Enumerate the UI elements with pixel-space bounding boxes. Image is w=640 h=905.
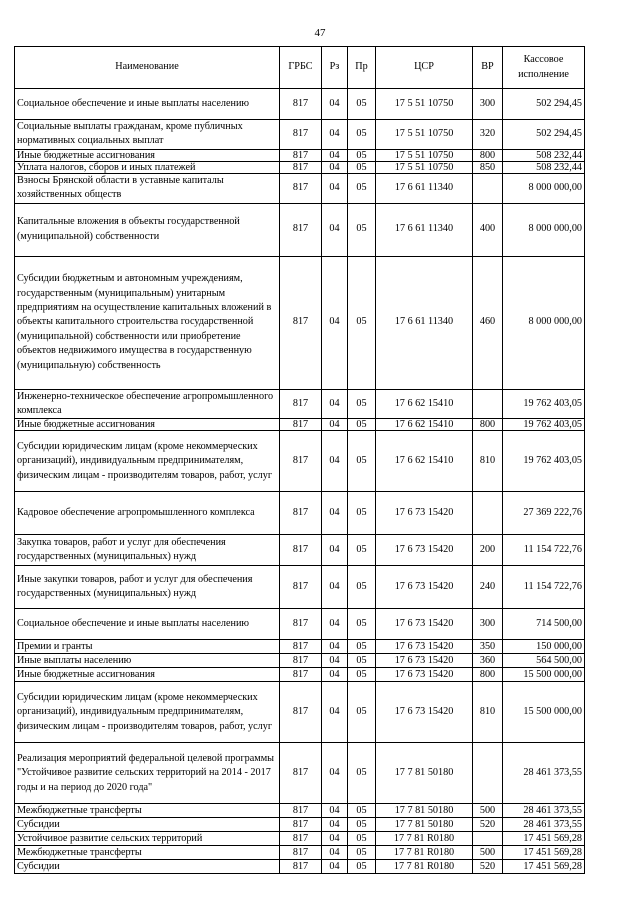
cell-name: Уплата налогов, сборов и иных платежей xyxy=(15,161,280,173)
cell-csr: 17 7 81 R0180 xyxy=(376,860,473,874)
cell-grbs: 817 xyxy=(280,832,322,846)
cell-rz: 04 xyxy=(322,149,348,161)
header-row xyxy=(15,47,585,89)
cell-rz: 04 xyxy=(322,818,348,832)
table-row xyxy=(15,120,585,150)
cell-grbs: 817 xyxy=(280,654,322,668)
cell-rz: 04 xyxy=(322,682,348,743)
cell-name: Иные бюджетные ассигнования xyxy=(15,419,280,431)
cell-rz: 04 xyxy=(322,668,348,682)
cell-rz: 04 xyxy=(322,492,348,535)
cell-amount: 17 451 569,28 xyxy=(503,860,585,874)
cell-vr xyxy=(473,389,503,419)
cell-amount: 28 461 373,55 xyxy=(503,743,585,804)
cell-pr: 05 xyxy=(348,668,376,682)
table-row xyxy=(15,161,585,173)
cell-vr: 850 xyxy=(473,161,503,173)
table-row xyxy=(15,860,585,874)
cell-rz: 04 xyxy=(322,120,348,150)
table-row xyxy=(15,743,585,804)
cell-pr: 05 xyxy=(348,640,376,654)
cell-vr: 360 xyxy=(473,654,503,668)
cell-name: Кадровое обеспечение агропромышленного комплекса xyxy=(15,492,280,535)
cell-rz: 04 xyxy=(322,161,348,173)
cell-pr: 05 xyxy=(348,149,376,161)
cell-rz: 04 xyxy=(322,846,348,860)
cell-pr: 05 xyxy=(348,818,376,832)
cell-pr: 05 xyxy=(348,120,376,150)
cell-vr: 460 xyxy=(473,256,503,389)
cell-pr: 05 xyxy=(348,566,376,609)
cell-csr: 17 6 61 11340 xyxy=(376,203,473,256)
cell-rz: 04 xyxy=(322,256,348,389)
cell-csr: 17 5 51 10750 xyxy=(376,161,473,173)
cell-csr: 17 5 51 10750 xyxy=(376,89,473,120)
cell-csr: 17 6 62 15410 xyxy=(376,419,473,431)
cell-csr: 17 7 81 50180 xyxy=(376,818,473,832)
cell-amount: 8 000 000,00 xyxy=(503,256,585,389)
cell-pr: 05 xyxy=(348,256,376,389)
cell-vr: 320 xyxy=(473,120,503,150)
cell-amount: 15 500 000,00 xyxy=(503,682,585,743)
header-rz: Рз xyxy=(322,47,348,89)
cell-rz: 04 xyxy=(322,860,348,874)
cell-name: Взносы Брянской области в уставные капиталы хозяйственных обществ xyxy=(15,173,280,203)
cell-name: Социальные выплаты гражданам, кроме публичных нормативных социальных выплат xyxy=(15,120,280,150)
table-row xyxy=(15,492,585,535)
cell-vr: 800 xyxy=(473,419,503,431)
cell-pr: 05 xyxy=(348,654,376,668)
cell-vr: 400 xyxy=(473,203,503,256)
table-row xyxy=(15,832,585,846)
cell-csr: 17 7 81 50180 xyxy=(376,804,473,818)
cell-name: Субсидии xyxy=(15,860,280,874)
cell-rz: 04 xyxy=(322,535,348,566)
cell-amount: 11 154 722,76 xyxy=(503,535,585,566)
cell-pr: 05 xyxy=(348,431,376,492)
cell-vr: 200 xyxy=(473,535,503,566)
table-row xyxy=(15,846,585,860)
cell-pr: 05 xyxy=(348,743,376,804)
cell-rz: 04 xyxy=(322,640,348,654)
cell-pr: 05 xyxy=(348,609,376,640)
cell-pr: 05 xyxy=(348,419,376,431)
cell-grbs: 817 xyxy=(280,161,322,173)
cell-grbs: 817 xyxy=(280,668,322,682)
cell-grbs: 817 xyxy=(280,203,322,256)
cell-rz: 04 xyxy=(322,832,348,846)
header-amount: Кассовое исполнение xyxy=(503,47,585,89)
cell-grbs: 817 xyxy=(280,89,322,120)
cell-name: Реализация мероприятий федеральной целевой программы "Устойчивое развитие сельских территорий на 2014 - 2017 годы и на период до 2020 года" xyxy=(15,743,280,804)
cell-amount: 714 500,00 xyxy=(503,609,585,640)
table-row xyxy=(15,149,585,161)
cell-pr: 05 xyxy=(348,161,376,173)
table-row xyxy=(15,173,585,203)
cell-name: Иные бюджетные ассигнования xyxy=(15,149,280,161)
cell-pr: 05 xyxy=(348,492,376,535)
page-number: 47 xyxy=(314,27,326,39)
cell-amount: 502 294,45 xyxy=(503,120,585,150)
table-row xyxy=(15,566,585,609)
cell-name: Социальное обеспечение и иные выплаты населению xyxy=(15,89,280,120)
cell-csr: 17 6 73 15420 xyxy=(376,492,473,535)
cell-name: Социальное обеспечение и иные выплаты населению xyxy=(15,609,280,640)
cell-grbs: 817 xyxy=(280,492,322,535)
cell-pr: 05 xyxy=(348,832,376,846)
cell-vr: 520 xyxy=(473,818,503,832)
cell-vr: 500 xyxy=(473,804,503,818)
budget-table xyxy=(14,46,585,874)
cell-rz: 04 xyxy=(322,654,348,668)
cell-grbs: 817 xyxy=(280,566,322,609)
cell-grbs: 817 xyxy=(280,256,322,389)
cell-amount: 11 154 722,76 xyxy=(503,566,585,609)
cell-csr: 17 6 73 15420 xyxy=(376,640,473,654)
table-row xyxy=(15,654,585,668)
cell-csr: 17 6 62 15410 xyxy=(376,389,473,419)
cell-csr: 17 7 81 R0180 xyxy=(376,846,473,860)
cell-amount: 19 762 403,05 xyxy=(503,431,585,492)
table-row xyxy=(15,640,585,654)
header-csr: ЦСР xyxy=(376,47,473,89)
cell-vr xyxy=(473,832,503,846)
cell-name: Премии и гранты xyxy=(15,640,280,654)
cell-rz: 04 xyxy=(322,804,348,818)
cell-name: Субсидии бюджетным и автономным учреждениям, государственным (муниципальным) унитарным предприятиям на осуществление капитальных вложений в объекты капитального строительства государственной (муниципальной) собственности или приобретение объектов недвижимого имущества в государственную (муниципальную) собственность xyxy=(15,256,280,389)
table-row xyxy=(15,535,585,566)
cell-vr: 800 xyxy=(473,149,503,161)
cell-csr: 17 6 61 11340 xyxy=(376,256,473,389)
cell-pr: 05 xyxy=(348,203,376,256)
cell-pr: 05 xyxy=(348,535,376,566)
table-row xyxy=(15,682,585,743)
cell-csr: 17 6 61 11340 xyxy=(376,173,473,203)
cell-csr: 17 6 73 15420 xyxy=(376,535,473,566)
cell-rz: 04 xyxy=(322,89,348,120)
cell-csr: 17 6 73 15420 xyxy=(376,566,473,609)
cell-amount: 27 369 222,76 xyxy=(503,492,585,535)
cell-grbs: 817 xyxy=(280,609,322,640)
cell-amount: 8 000 000,00 xyxy=(503,173,585,203)
cell-name: Субсидии xyxy=(15,818,280,832)
cell-name: Межбюджетные трансферты xyxy=(15,804,280,818)
cell-name: Субсидии юридическим лицам (кроме некоммерческих организаций), индивидуальным предпринимателям, физическим лицам - производителям товаров, работ, услуг xyxy=(15,431,280,492)
table-row xyxy=(15,89,585,120)
header-pr: Пр xyxy=(348,47,376,89)
cell-csr: 17 6 73 15420 xyxy=(376,609,473,640)
cell-vr: 300 xyxy=(473,89,503,120)
cell-vr: 810 xyxy=(473,431,503,492)
cell-pr: 05 xyxy=(348,860,376,874)
table-row xyxy=(15,256,585,389)
cell-grbs: 817 xyxy=(280,173,322,203)
cell-name: Инженерно-техническое обеспечение агропромышленного комплекса xyxy=(15,389,280,419)
cell-name: Капитальные вложения в объекты государственной (муниципальной) собственности xyxy=(15,203,280,256)
cell-rz: 04 xyxy=(322,566,348,609)
cell-amount: 508 232,44 xyxy=(503,161,585,173)
cell-vr: 300 xyxy=(473,609,503,640)
cell-amount: 28 461 373,55 xyxy=(503,818,585,832)
cell-amount: 502 294,45 xyxy=(503,89,585,120)
table-row xyxy=(15,389,585,419)
cell-grbs: 817 xyxy=(280,419,322,431)
table-row xyxy=(15,203,585,256)
cell-vr xyxy=(473,743,503,804)
cell-csr: 17 6 73 15420 xyxy=(376,668,473,682)
cell-amount: 8 000 000,00 xyxy=(503,203,585,256)
cell-amount: 150 000,00 xyxy=(503,640,585,654)
cell-name: Иные выплаты населению xyxy=(15,654,280,668)
cell-pr: 05 xyxy=(348,682,376,743)
cell-pr: 05 xyxy=(348,389,376,419)
table-row xyxy=(15,804,585,818)
cell-grbs: 817 xyxy=(280,743,322,804)
table-row xyxy=(15,818,585,832)
cell-amount: 508 232,44 xyxy=(503,149,585,161)
cell-grbs: 817 xyxy=(280,535,322,566)
cell-name: Иные закупки товаров, работ и услуг для обеспечения государственных (муниципальных) нужд xyxy=(15,566,280,609)
table-row xyxy=(15,609,585,640)
cell-csr: 17 6 73 15420 xyxy=(376,654,473,668)
cell-vr xyxy=(473,173,503,203)
header-name: Наименование xyxy=(15,47,280,89)
cell-pr: 05 xyxy=(348,846,376,860)
table-row xyxy=(15,431,585,492)
cell-csr: 17 6 62 15410 xyxy=(376,431,473,492)
cell-vr: 520 xyxy=(473,860,503,874)
cell-csr: 17 7 81 50180 xyxy=(376,743,473,804)
cell-name: Субсидии юридическим лицам (кроме некоммерческих организаций), индивидуальным предпринимателям, физическим лицам - производителям товаров, работ, услуг xyxy=(15,682,280,743)
header-grbs: ГРБС xyxy=(280,47,322,89)
cell-rz: 04 xyxy=(322,743,348,804)
table-row xyxy=(15,668,585,682)
cell-name: Межбюджетные трансферты xyxy=(15,846,280,860)
cell-rz: 04 xyxy=(322,173,348,203)
cell-vr: 800 xyxy=(473,668,503,682)
cell-amount: 564 500,00 xyxy=(503,654,585,668)
table-row xyxy=(15,419,585,431)
cell-pr: 05 xyxy=(348,804,376,818)
cell-amount: 17 451 569,28 xyxy=(503,846,585,860)
cell-csr: 17 7 81 R0180 xyxy=(376,832,473,846)
cell-grbs: 817 xyxy=(280,149,322,161)
header-vr: ВР xyxy=(473,47,503,89)
cell-grbs: 817 xyxy=(280,640,322,654)
cell-grbs: 817 xyxy=(280,818,322,832)
cell-rz: 04 xyxy=(322,389,348,419)
cell-grbs: 817 xyxy=(280,846,322,860)
cell-grbs: 817 xyxy=(280,804,322,818)
cell-csr: 17 6 73 15420 xyxy=(376,682,473,743)
cell-name: Закупка товаров, работ и услуг для обеспечения государственных (муниципальных) нужд xyxy=(15,535,280,566)
cell-grbs: 817 xyxy=(280,389,322,419)
cell-vr: 350 xyxy=(473,640,503,654)
cell-vr: 500 xyxy=(473,846,503,860)
cell-grbs: 817 xyxy=(280,682,322,743)
cell-csr: 17 5 51 10750 xyxy=(376,120,473,150)
cell-pr: 05 xyxy=(348,173,376,203)
cell-rz: 04 xyxy=(322,419,348,431)
cell-grbs: 817 xyxy=(280,431,322,492)
cell-name: Устойчивое развитие сельских территорий xyxy=(15,832,280,846)
cell-vr xyxy=(473,492,503,535)
cell-name: Иные бюджетные ассигнования xyxy=(15,668,280,682)
cell-rz: 04 xyxy=(322,431,348,492)
cell-amount: 15 500 000,00 xyxy=(503,668,585,682)
cell-amount: 28 461 373,55 xyxy=(503,804,585,818)
cell-amount: 17 451 569,28 xyxy=(503,832,585,846)
cell-rz: 04 xyxy=(322,203,348,256)
cell-amount: 19 762 403,05 xyxy=(503,419,585,431)
cell-pr: 05 xyxy=(348,89,376,120)
cell-vr: 810 xyxy=(473,682,503,743)
cell-grbs: 817 xyxy=(280,120,322,150)
cell-csr: 17 5 51 10750 xyxy=(376,149,473,161)
cell-grbs: 817 xyxy=(280,860,322,874)
cell-rz: 04 xyxy=(322,609,348,640)
cell-amount: 19 762 403,05 xyxy=(503,389,585,419)
cell-vr: 240 xyxy=(473,566,503,609)
